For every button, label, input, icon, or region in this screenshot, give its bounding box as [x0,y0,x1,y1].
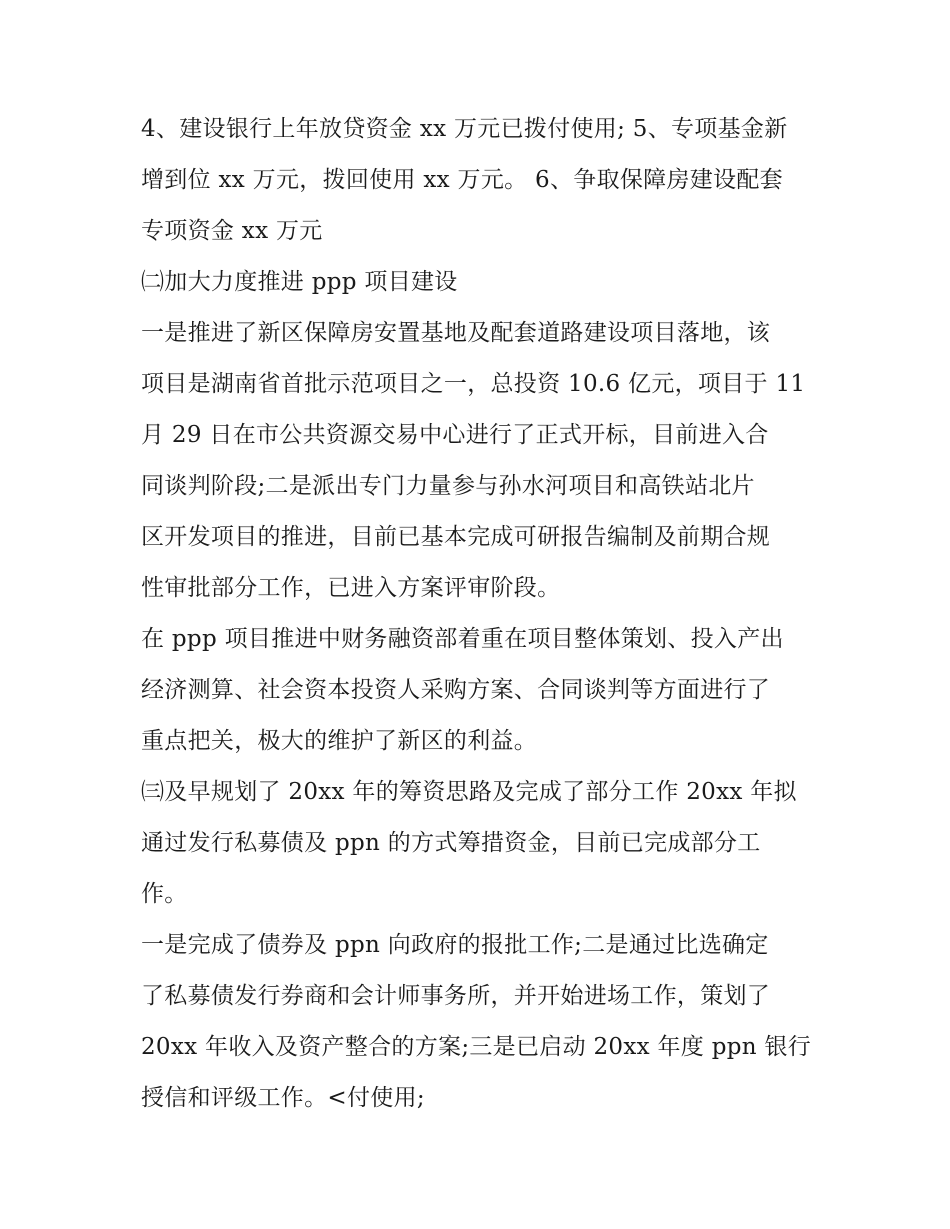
text-line: 通过发行私募债及 ppn 的方式筹措资金，目前已完成部分工 [141,830,761,856]
text-line: 月 29 日在市公共资源交易中心进行了正式开标，目前进入合 [141,422,769,448]
text-line: 重点把关，极大的维护了新区的利益。 [141,728,538,754]
text-line: 一是推进了新区保障房安置基地及配套道路建设项目落地，该 [141,320,771,346]
text-line: 区开发项目的推进，目前已基本完成可研报告编制及前期合规 [141,524,771,550]
text-line: 在 ppp 项目推进中财务融资部着重在项目整体策划、投入产出 [141,626,784,652]
text-line: 增到位 xx 万元，拨回使用 xx 万元。 6、争取保障房建设配套 [141,167,783,193]
text-line: 同谈判阶段;二是派出专门力量参与孙水河项目和高铁站北片 [141,473,755,499]
document-body [141,104,821,1124]
text-line: 4、建设银行上年放贷资金 xx 万元已拨付使用; 5、专项基金新 [141,116,788,142]
text-line: 作。 [141,881,188,907]
text-line: 20xx 年收入及资产整合的方案;三是已启动 20xx 年度 ppn 银行 [141,1034,812,1060]
text-line: 项目是湖南省首批示范项目之一，总投资 10.6 亿元，项目于 11 [141,371,806,397]
text-line: 专项资金 xx 万元 [141,218,323,244]
text-line: 经济测算、社会资本投资人采购方案、合同谈判等方面进行了 [141,677,771,703]
text-line: 性审批部分工作，已进入方案评审阶段。 [141,575,561,601]
text-line: 了私募债发行券商和会计师事务所，并开始进场工作，策划了 [141,983,771,1009]
section-heading: ㈢及早规划了 20xx 年的筹资思路及完成了部分工作 20xx 年拟 [141,779,797,805]
section-heading: ㈡加大力度推进 ppp 项目建设 [141,269,458,295]
text-line: 授信和评级工作。<付使用; [141,1085,425,1111]
text-line: 一是完成了债券及 ppn 向政府的报批工作;二是通过比选确定 [141,932,769,958]
